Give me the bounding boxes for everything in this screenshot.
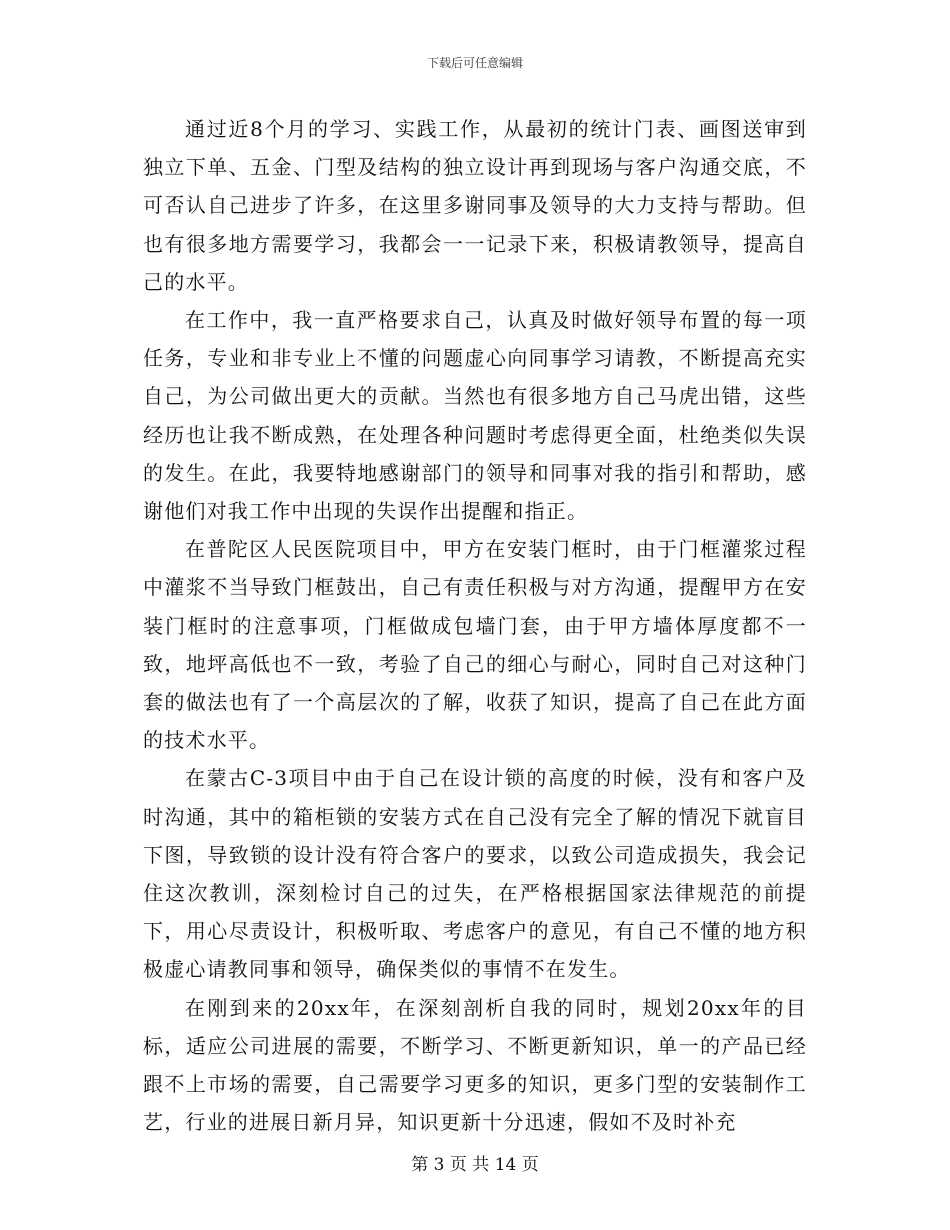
paragraph-2: 在工作中，我一直严格要求自己，认真及时做好领导布置的每一项任务，专业和非专业上不懂的问题虚心向同事学习请教，不断提高充实自己，为公司做出更大的贡献。当然也有很多地方自己马虎出错，这些经历也让我不断成熟，在处理各种问题时考虑得更全面，杜绝类似失误的发生。在此，我要特地感谢部门的领导和同事对我的指引和帮助，感谢他们对我工作中出现的失误作出提醒和指正。 [143,308,807,524]
header-note: 下载后可任意编辑 [426,56,523,70]
paragraph-5: 在刚到来的20xx年，在深刻剖析自我的同时，规划20xx年的目标，适应公司进展的需要，不断学习、不断更新知识，单一的产品已经跟不上市场的需要，自己需要学习更多的知识，更多门型的安装制作工艺，行业的进展日新月异，知识更新十分迅速，假如不及时补充 [143,995,807,1135]
page-number-footer: 第 3 页 共 14 页 [411,1155,539,1175]
paragraph-4: 在蒙古C-3项目中由于自己在设计锁的高度的时候，没有和客户及时沟通，其中的箱柜锁的安装方式在自己没有完全了解的情况下就盲目下图，导致锁的设计没有符合客户的要求，以致公司造成损失，我会记住这次教训，深刻检讨自己的过失，在严格根据国家法律规范的前提下，用心尽责设计，积极听取、考虑客户的意见，有自己不懂的地方积极虚心请教同事和领导，确保类似的事情不在发生。 [143,766,807,982]
document-body [143,110,807,1141]
paragraph-1: 通过近8个月的学习、实践工作，从最初的统计门表、画图送审到独立下单、五金、门型及结构的独立设计再到现场与客户沟通交底，不可否认自己进步了许多，在这里多谢同事及领导的大力支持与帮助。但也有很多地方需要学习，我都会一一记录下来，积极请教领导，提高自己的水平。 [143,117,807,294]
paragraph-3: 在普陀区人民医院项目中，甲方在安装门框时，由于门框灌浆过程中灌浆不当导致门框鼓出，自己有责任积极与对方沟通，提醒甲方在安装门框时的注意事项，门框做成包墙门套，由于甲方墙体厚度都不一致，地坪高低也不一致，考验了自己的细心与耐心，同时自己对这种门套的做法也有了一个高层次的了解，收获了知识，提高了自己在此方面的技术水平。 [143,537,807,753]
